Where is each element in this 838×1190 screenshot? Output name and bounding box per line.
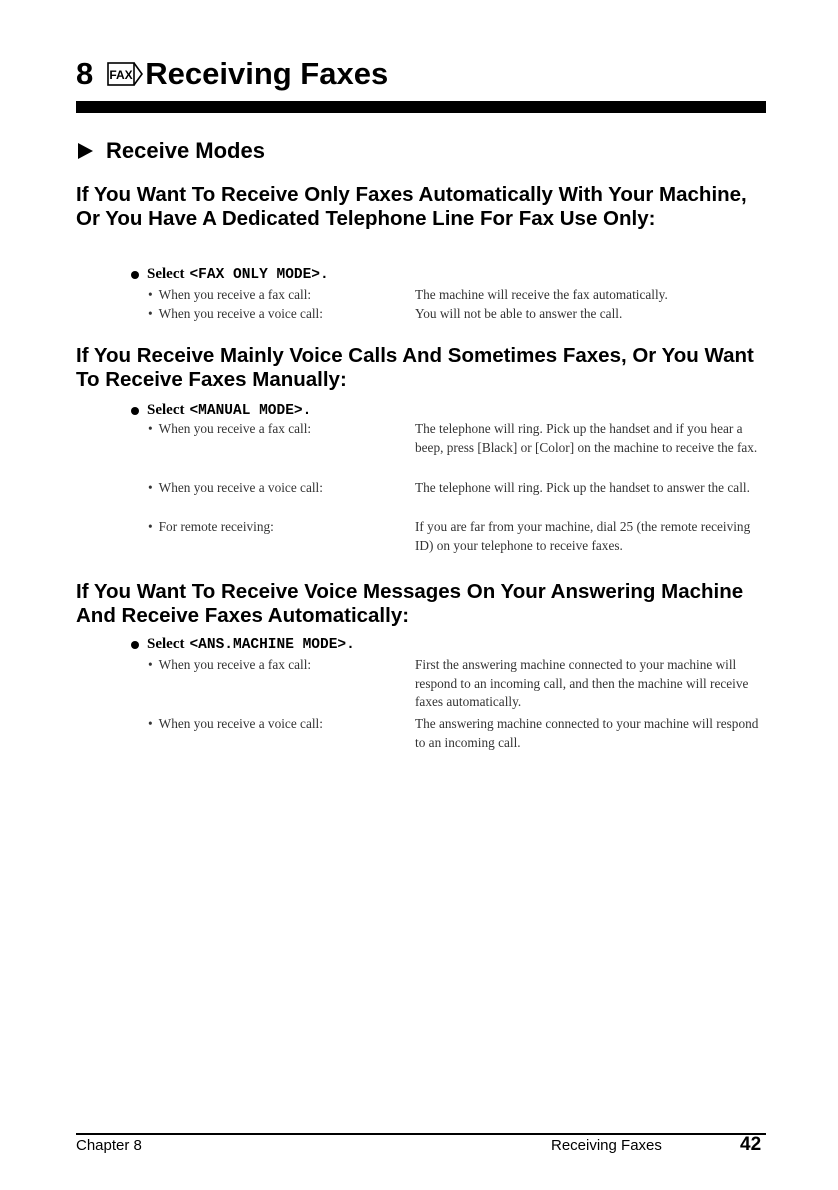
footer-chapter-label: Chapter 8 <box>76 1137 142 1154</box>
case-text: The telephone will ring. Pick up the handset and if you hear a beep, press [Black] or [Color] on the machine to receive the fax. <box>415 421 758 455</box>
select-line-manual <box>131 402 311 419</box>
section-heading <box>76 138 265 164</box>
case-label: • When you receive a voice call: <box>148 305 323 324</box>
chapter-title-text: Receiving Faxes <box>145 56 389 91</box>
case-text: You will not be able to answer the call. <box>415 306 623 321</box>
case-text: The telephone will ring. Pick up the handset to answer the call. <box>415 480 750 495</box>
select-label: Select <box>147 402 185 418</box>
small-bullet-icon: • <box>148 657 153 672</box>
select-line-ans-machine <box>131 636 355 653</box>
mode-heading-ans-machine: If You Want To Receive Voice Messages On Your Answering Machine And Receive Faxes Automatically: <box>76 580 744 627</box>
small-bullet-icon: • <box>148 716 153 731</box>
mode-code: <ANS.MACHINE MODE>. <box>189 636 355 653</box>
case-label: • When you receive a voice call: <box>148 715 323 734</box>
select-label: Select <box>147 266 185 282</box>
case-label: • When you receive a voice call: <box>148 479 323 498</box>
bullet-icon <box>131 641 139 649</box>
case-text: If you are far from your machine, dial 25 (the remote receiving ID) on your telephone to receive faxes. <box>415 519 751 553</box>
small-bullet-icon: • <box>148 480 153 495</box>
case-label: • When you receive a fax call: <box>148 286 311 305</box>
triangle-right-icon <box>76 142 94 160</box>
select-line-fax-only <box>131 266 329 283</box>
case-text: The answering machine connected to your machine will respond to an incoming call. <box>415 716 759 750</box>
mode-heading-manual: If You Receive Mainly Voice Calls And Sometimes Faxes, Or You Want To Receive Faxes Manually: <box>76 344 754 391</box>
chapter-number: 8 <box>76 56 94 91</box>
case-label: • For remote receiving: <box>148 518 274 537</box>
small-bullet-icon: • <box>148 306 153 321</box>
footer-rule <box>76 1133 766 1135</box>
footer-section-label: Receiving Faxes <box>551 1137 662 1154</box>
page-number: 42 <box>740 1134 762 1155</box>
small-bullet-icon: • <box>148 421 153 436</box>
small-bullet-icon: • <box>148 287 153 302</box>
select-label: Select <box>147 636 185 652</box>
section-title: Receive Modes <box>106 138 265 163</box>
case-label: • When you receive a fax call: <box>148 420 311 439</box>
case-text: The machine will receive the fax automatically. <box>415 287 668 302</box>
mode-code: <FAX ONLY MODE>. <box>189 266 329 283</box>
bullet-icon <box>131 407 139 415</box>
fax-icon <box>107 61 143 87</box>
chapter-title <box>76 56 388 92</box>
title-rule <box>76 101 766 113</box>
mode-code: <MANUAL MODE>. <box>189 402 312 419</box>
svg-text:FAX: FAX <box>109 68 133 82</box>
mode-heading-fax-only: If You Want To Receive Only Faxes Automatically With Your Machine, Or You Have A Dedicated Telephone Line For Fax Use Only: <box>76 183 747 230</box>
case-label: • When you receive a fax call: <box>148 656 311 675</box>
bullet-icon <box>131 271 139 279</box>
case-text: First the answering machine connected to your machine will respond to an incoming call, and then the machine will receive faxes automatically. <box>415 657 749 710</box>
small-bullet-icon: • <box>148 519 153 534</box>
